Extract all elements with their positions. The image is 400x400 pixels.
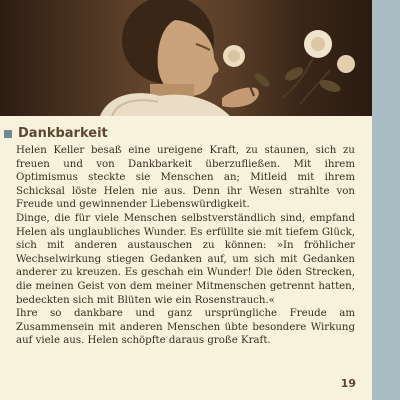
paragraph: Dinge, die für viele Menschen selbstverständlich sind, empfand Helen als unglaubliches Wunder. Es erfüllte sie mit tiefem Glück, sich mit anderen austauschen zu können: »In fröhlicher Wechselwirkung stiegen Gedanken auf, um sich mit Gedanken anderer zu kreuzen. Es geschah ein Wunder! Die öden Strecken, die meinen Geist von dem meiner Mitmenschen getrennt hatten, bedeckten sich mit Blüten wie ein Rosenstrauch.« bbox=[16, 212, 355, 306]
paragraph: Helen Keller besaß eine ureigene Kraft, zu staunen, sich zu freuen und von Dankbarkeit überzufließen. Mit ihrem Optimismus steckte sie Menschen an; Mitleid mit ihrem Schicksal löste Helen nie aus. Denn ihr Wesen strahlte von Freude und gewinnender Liebenswürdigkeit. bbox=[16, 145, 355, 211]
section-title: Dankbarkeit bbox=[18, 126, 108, 141]
section-heading bbox=[4, 126, 108, 141]
photo-illustration bbox=[0, 0, 372, 116]
square-bullet-icon bbox=[4, 130, 12, 138]
page-sidebar-strip bbox=[372, 0, 400, 400]
page-number: 19 bbox=[340, 377, 356, 390]
section-body bbox=[16, 144, 355, 348]
paragraph: Ihre so dankbare und ganz ursprüngliche Freude am Zusammensein mit anderen Menschen übte besondere Wirkung auf viele aus. Helen schöpfte daraus große Kraft. bbox=[16, 308, 355, 347]
sepia-photo-woman-with-roses bbox=[0, 0, 372, 116]
